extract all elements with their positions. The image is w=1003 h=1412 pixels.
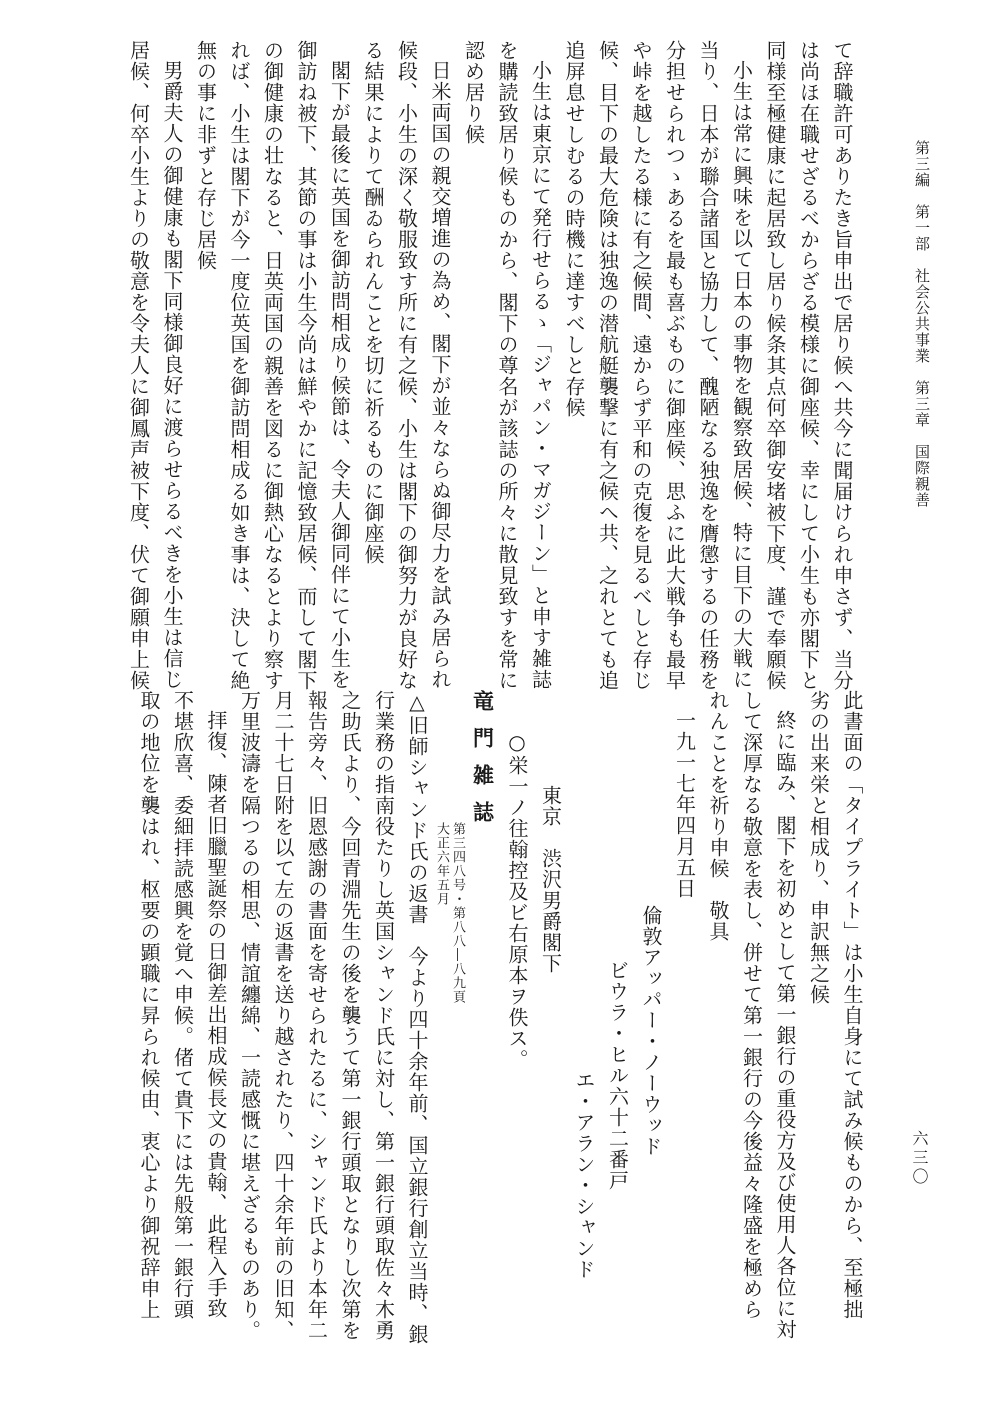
text-column: 行業務の指南役たりし英国シャンド氏に対し、第一銀行頭取佐々木勇	[371, 690, 396, 1341]
text-column: 無の事に非ずと存じ居候	[193, 40, 218, 271]
recipient: 東京 渋沢男爵閣下	[538, 785, 563, 974]
text-column: る結果によりて酬ゐられんことを切に祈るものに御座候	[361, 40, 385, 565]
text-column: 万里波濤を隔つるの相思、情誼纏綿、一読感慨に堪えざるものあり。	[237, 690, 262, 1341]
text-column: 居候、何卒小生よりの敬意を令夫人に御鳳声被下度、伏て御願申上候	[126, 40, 151, 691]
text-column: 追屏息せしむるの時機に達すべしと存候	[562, 40, 586, 418]
text-column: 小生は常に興味を以て日本の事物を観察致居候、特に目下の大戦に	[729, 60, 754, 690]
magazine-heading	[465, 690, 500, 1360]
text-column: 月二十七日附を以て左の返書を送り越されたり、四十余年前の旧知、	[271, 690, 295, 1341]
magazine-issue	[433, 690, 449, 1360]
text-column: 分担せられつゝあるを最も喜ぶものに御座候、思ふに此大戦争も最早	[662, 40, 687, 691]
source-note: ○栄一ノ往翰控及ビ右原本ヲ佚ス。	[505, 730, 529, 1070]
text-column: て辞職許可ありたき旨申出で居り候へ共今に聞届けられ申さず、当分	[830, 40, 854, 691]
text-column: 日米両国の親交増進の為め、閣下が並々ならぬ御尽力を試み居られ	[428, 60, 452, 690]
text-column: 当り、日本が聯合諸国と協力して、醜陋なる独逸を膺懲するの任務を	[696, 40, 720, 691]
magazine-issue-line: 第三四八号・第八八―八九頁	[450, 822, 465, 1004]
text-column: 小生は東京にて発行せらるゝ「ジャパン・マガジーン」と申す雑誌	[528, 60, 553, 690]
text-column: 同様至極健康に起居致し居り候条其点何卒御安堵被下度、謹で奉願候	[763, 40, 787, 691]
text-column: 候段、小生の深く敬服致す所に有之候、小生は閣下の御努力が良好な	[394, 40, 419, 691]
text-column: 拝復、陳者旧臘聖誕祭の日御差出相成候長文の貴翰、此程入手致	[204, 710, 228, 1319]
text-column: 終に臨み、閣下を初めとして第一銀行の重役方及び使用人各位に対	[773, 710, 797, 1340]
magazine-title: 竜門雑誌	[470, 690, 496, 838]
letter-date: 一九一七年四月五日	[672, 710, 697, 899]
text-column: △旧師シャンド氏の返書 今より四十余年前、国立銀行創立当時、銀	[405, 690, 429, 1345]
sender-address: ビウラ・ヒル六十二番戸	[605, 960, 630, 1191]
text-column: 取の地位を襲はれ、枢要の顕職に昇られ候由、衷心より御祝辞申上	[137, 690, 161, 1320]
text-column: 此書面の「タイプライト」は小生自身にて試み候ものから、至極拙	[840, 690, 864, 1320]
text-column: 候、目下の最大危険は独逸の潜航艇襲撃に有之候へ共、之れとても追	[595, 40, 620, 691]
magazine-issue	[449, 690, 465, 1360]
running-header: 第三編 第一部 社会公共事業 第三章 国際親善	[913, 140, 931, 508]
text-column: れば、小生は閣下が今一度位英国を御訪問相成る如き事は、決して絶	[227, 40, 251, 691]
page-number: 六三〇	[910, 1130, 929, 1187]
text-column: 閣下が最後に英国を御訪問相成り候節は、令夫人御同伴にて小生を	[327, 60, 352, 690]
text-column: 之助氏より、今回青淵先生の後を襲うて第一銀行頭取となりし次第を	[338, 690, 362, 1341]
text-column: 御訪ね被下、其節の事は小生今尚は鮮やかに記憶致居候、而して閣下	[294, 40, 318, 691]
text-column: れんことを祈り申候 敬具	[706, 690, 730, 942]
upper-text-block	[70, 40, 858, 691]
lower-text-block	[68, 690, 868, 1360]
text-column: して深厚なる敬意を表し、併せて第一銀行の今後益々隆盛を極めら	[739, 690, 764, 1320]
sender-name: エ・アラン・シャンド	[572, 1070, 596, 1280]
text-column: を購読致居り候ものから、閣下の尊名が該誌の所々に散見致すを常に	[495, 40, 519, 691]
magazine-issue-date: 大正六年五月	[434, 822, 449, 906]
text-column: 劣の出来栄と相成り、申訳無之候	[806, 690, 831, 1005]
text-column: や峠を越したる様に有之候間、遠からず平和の克復を見るべしと存じ	[629, 40, 653, 691]
text-column: の御健康の壮なると、日英両国の親善を図るに御熱心なるとより察す	[260, 40, 285, 691]
text-column: 男爵夫人の御健康も閣下同様御良好に渡らせらるべきを小生は信じ	[160, 60, 184, 690]
sender-place: 倫敦アッパー・ノーウッド	[639, 905, 663, 1157]
text-column: 報告旁々、旧恩感謝の書面を寄せられたるに、シャンド氏より本年二	[304, 690, 329, 1341]
text-column: 不堪欣喜、委細拝読感興を覚へ申候。偖て貴下には先般第一銀行頭	[170, 690, 195, 1320]
text-column: は尚ほ在職せざるべからざる模様に御座候、幸にして小生も亦閣下と	[796, 40, 821, 691]
text-column: 認め居り候	[461, 40, 486, 145]
